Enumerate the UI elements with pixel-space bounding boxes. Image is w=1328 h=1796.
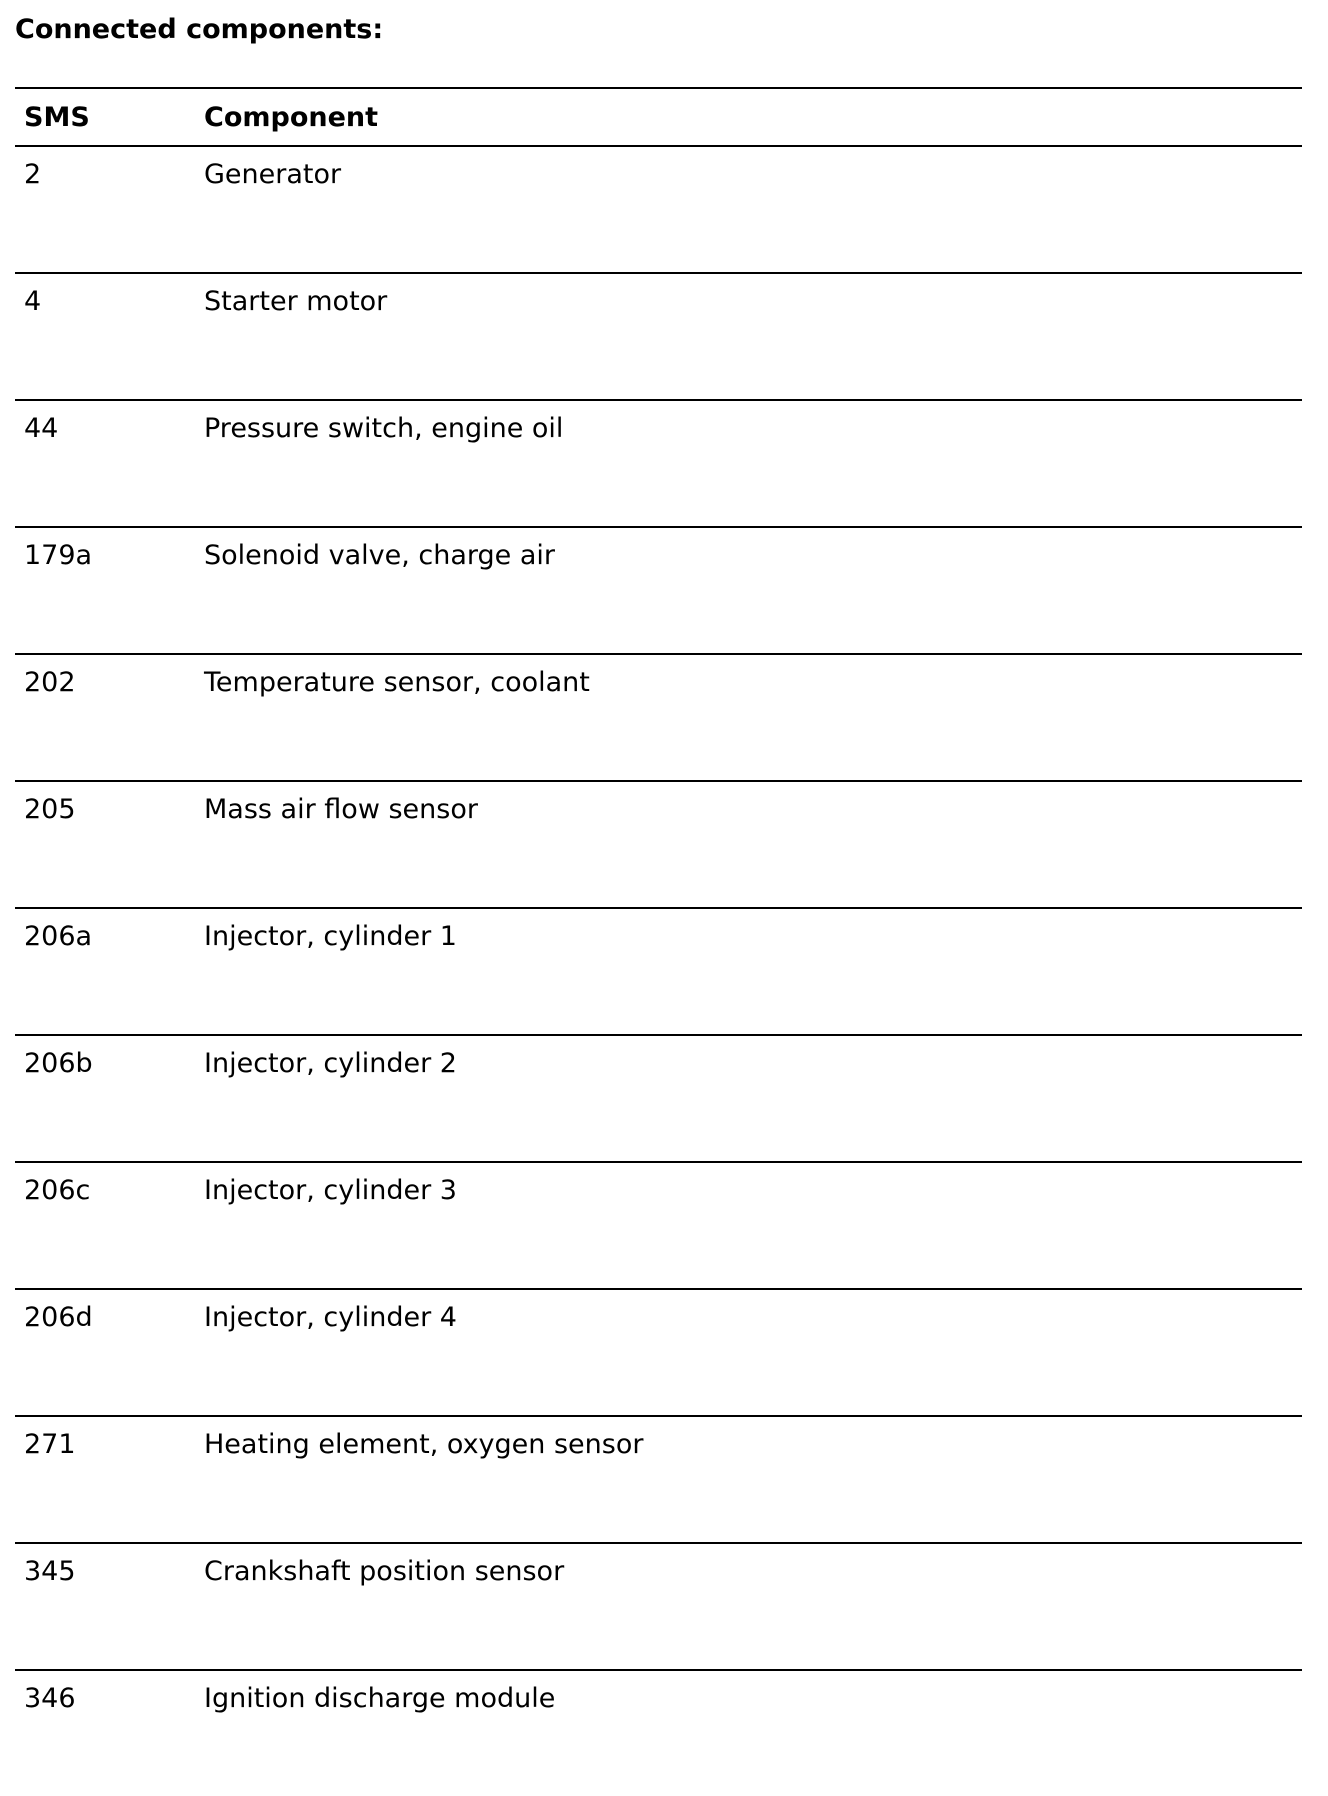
row-sms: 206c [24, 1175, 91, 1206]
row-component: Solenoid valve, charge air [204, 540, 556, 571]
row-component: Crankshaft position sensor [204, 1556, 565, 1587]
row-sms: 206d [24, 1302, 93, 1333]
row-component: Injector, cylinder 3 [204, 1175, 457, 1206]
components-table [15, 87, 1302, 1796]
table-row [15, 653, 1302, 780]
row-sms: 271 [24, 1429, 76, 1460]
row-sms: 44 [24, 413, 59, 444]
table-row [15, 145, 1302, 272]
row-component: Heating element, oxygen sensor [204, 1429, 644, 1460]
row-component: Injector, cylinder 2 [204, 1048, 457, 1079]
table-row [15, 272, 1302, 399]
row-sms: 4 [24, 286, 42, 317]
table-row [15, 780, 1302, 907]
header-sms: SMS [24, 102, 90, 133]
row-sms: 345 [24, 1556, 76, 1587]
row-component: Pressure switch, engine oil [204, 413, 564, 444]
row-sms: 206a [24, 921, 93, 952]
table-row [15, 399, 1302, 526]
table-row [15, 1669, 1302, 1796]
table-row [15, 907, 1302, 1034]
row-sms: 205 [24, 794, 76, 825]
row-component: Temperature sensor, coolant [204, 667, 590, 698]
row-sms: 2 [24, 159, 42, 190]
table-row [15, 1161, 1302, 1288]
row-component: Generator [204, 159, 342, 190]
row-component: Ignition discharge module [204, 1683, 556, 1714]
table-row [15, 526, 1302, 653]
row-component: Injector, cylinder 1 [204, 921, 457, 952]
header-component: Component [204, 102, 379, 133]
row-sms: 179a [24, 540, 93, 571]
table-row [15, 1288, 1302, 1415]
row-component: Starter motor [204, 286, 388, 317]
table-header-row [15, 89, 1302, 145]
table-row [15, 1542, 1302, 1669]
row-sms: 346 [24, 1683, 76, 1714]
table-row [15, 1034, 1302, 1161]
row-component: Mass air flow sensor [204, 794, 478, 825]
row-sms: 202 [24, 667, 76, 698]
page-title: Connected components: [15, 14, 384, 45]
table-row [15, 1415, 1302, 1542]
row-component: Injector, cylinder 4 [204, 1302, 457, 1333]
row-sms: 206b [24, 1048, 93, 1079]
